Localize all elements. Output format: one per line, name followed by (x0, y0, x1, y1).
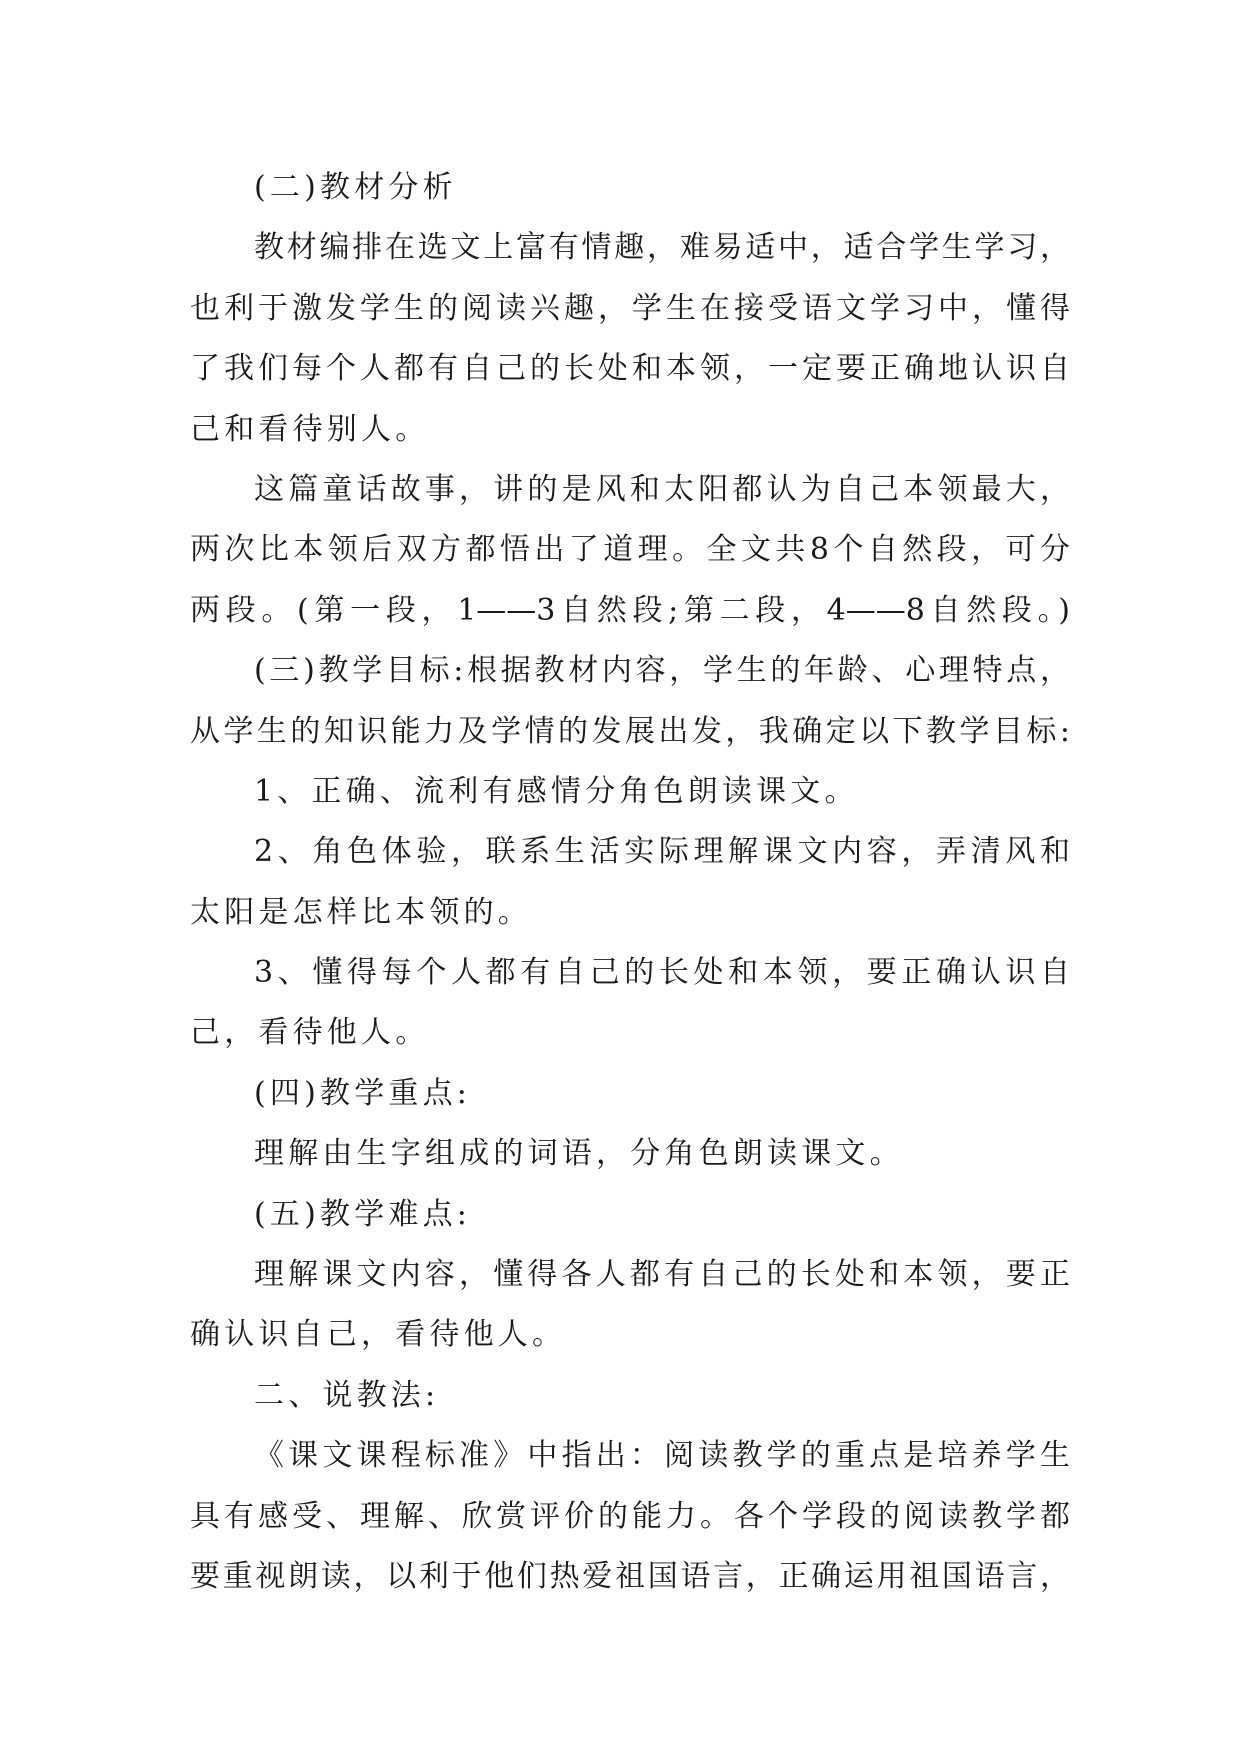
section-heading-objectives: (三)教学目标:根据教材内容，学生的年龄、心理特点， (254, 653, 1070, 689)
paragraph-line: 理解由生字组成的词语，分角色朗读课文。 (254, 1136, 904, 1172)
paragraph-line: 教材编排在选文上富有情趣，难易适中，适合学生学习， (254, 230, 1070, 266)
section-heading-teaching-methods: 二、说教法: (254, 1377, 440, 1413)
paragraph-line: 太阳是怎样比本领的。 (190, 894, 532, 930)
section-heading-materials: (二)教材分析 (254, 170, 457, 205)
paragraph-line: 从学生的知识能力及学情的发展出发，我确定以下教学目标: (190, 713, 1070, 749)
objective-item: 1、正确、流利有感情分角色朗读课文。 (254, 773, 859, 809)
paragraph-line: 确认识自己，看待他人。 (190, 1317, 567, 1353)
paragraph-line: 己和看待别人。 (190, 411, 430, 447)
objective-item: 2、角色体验，联系生活实际理解课文内容，弄清风和 (254, 834, 1070, 870)
paragraph-line: 也利于激发学生的阅读兴趣，学生在接受语文学习中，懂得 (190, 290, 1070, 326)
paragraph-line: 要重视朗读，以利于他们热爱祖国语言，正确运用祖国语言， (190, 1558, 1070, 1594)
paragraph-line: 己，看待他人。 (190, 1015, 430, 1051)
paragraph-line: 了我们每个人都有自己的长处和本领，一定要正确地认识自 (190, 351, 1070, 387)
document-body (190, 158, 1070, 1607)
paragraph-line: 两次比本领后双方都悟出了道理。全文共8个自然段，可分 (190, 532, 1070, 568)
paragraph-line: 这篇童话故事，讲的是风和太阳都认为自己本领最大， (254, 471, 1070, 507)
paragraph-line: 两段。(第一段，1——3自然段;第二段，4——8自然段。) (190, 592, 1070, 628)
section-heading-difficulties: (五)教学难点: (254, 1196, 472, 1232)
paragraph-line: 《课文课程标准》中指出：阅读教学的重点是培养学生 (254, 1438, 1070, 1474)
section-heading-key-points: (四)教学重点: (254, 1075, 472, 1111)
paragraph-line: 理解课文内容，懂得各人都有自己的长处和本领，要正 (254, 1257, 1070, 1293)
paragraph-line: 具有感受、理解、欣赏评价的能力。各个学段的阅读教学都 (190, 1498, 1070, 1534)
objective-item: 3、懂得每个人都有自己的长处和本领，要正确认识自 (254, 955, 1070, 991)
